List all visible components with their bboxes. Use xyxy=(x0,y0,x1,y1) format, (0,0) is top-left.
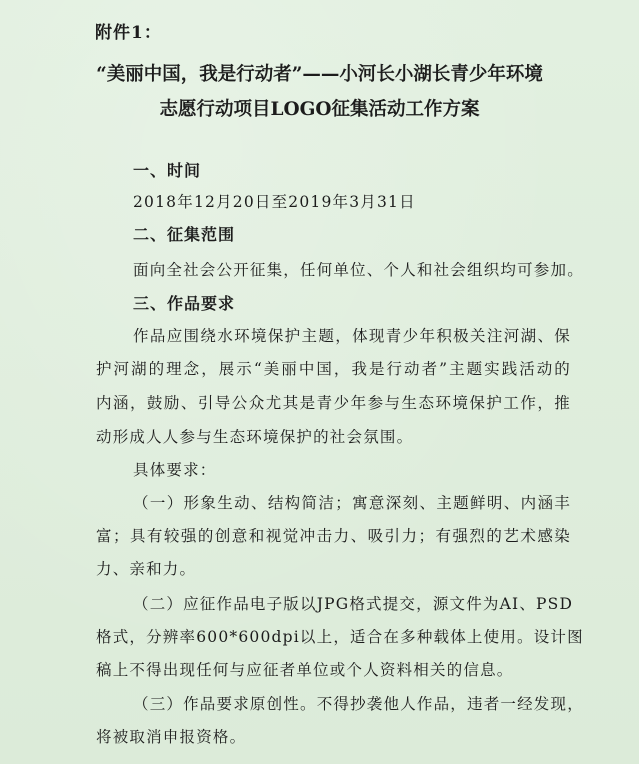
title-line-2: 志愿行动项目LOGO征集活动工作方案 xyxy=(159,99,480,120)
item2-line-3: 稿上不得出现任何与应征者单位或个人资料相关的信息。 xyxy=(96,661,514,679)
section-scope-heading: 二、征集范围 xyxy=(133,225,236,244)
item1-line-2: 富；具有较强的创意和视觉冲击力、吸引力；有强烈的艺术感染 xyxy=(96,527,571,545)
item2-line-2: 格式，分辨率600*600dpi以上，适合在多种载体上使用。设计图 xyxy=(96,628,584,646)
requirements-para-line-1: 作品应围绕水环境保护主题，体现青少年积极关注河湖、保 xyxy=(133,327,571,345)
item1-line-3: 力、亲和力。 xyxy=(96,560,197,578)
requirements-para-line-3: 内涵，鼓励、引导公众尤其是青少年参与生态环境保护工作，推 xyxy=(96,394,571,412)
item2-line-1: （二）应征作品电子版以JPG格式提交，源文件为AI、PSD xyxy=(133,595,574,613)
item3-line-2: 将被取消申报资格。 xyxy=(96,728,247,746)
attachment-label: 附件1： xyxy=(95,23,162,43)
title-line-1: “美丽中国，我是行动者”——小河长小湖长青少年环境 xyxy=(96,64,543,85)
item3-line-1: （三）作品要求原创性。不得抄袭他人作品，违者一经发现， xyxy=(133,695,584,713)
requirements-para-line-2: 护河湖的理念，展示“美丽中国，我是行动者”主题实践活动的 xyxy=(96,360,571,378)
item1-line-1: （一）形象生动、结构简洁；寓意深刻、主题鲜明、内涵丰 xyxy=(133,494,571,512)
specific-requirements-label: 具体要求： xyxy=(133,461,217,479)
section-time-heading: 一、时间 xyxy=(133,161,202,180)
section-scope-content: 面向全社会公开征集，任何单位、个人和社会组织均可参加。 xyxy=(133,261,584,279)
section-requirements-heading: 三、作品要求 xyxy=(133,294,236,313)
section-time-content: 2018年12月20日至2019年3月31日 xyxy=(133,193,416,211)
requirements-para-line-4: 动形成人人参与生态环境保护的社会氛围。 xyxy=(96,428,414,446)
